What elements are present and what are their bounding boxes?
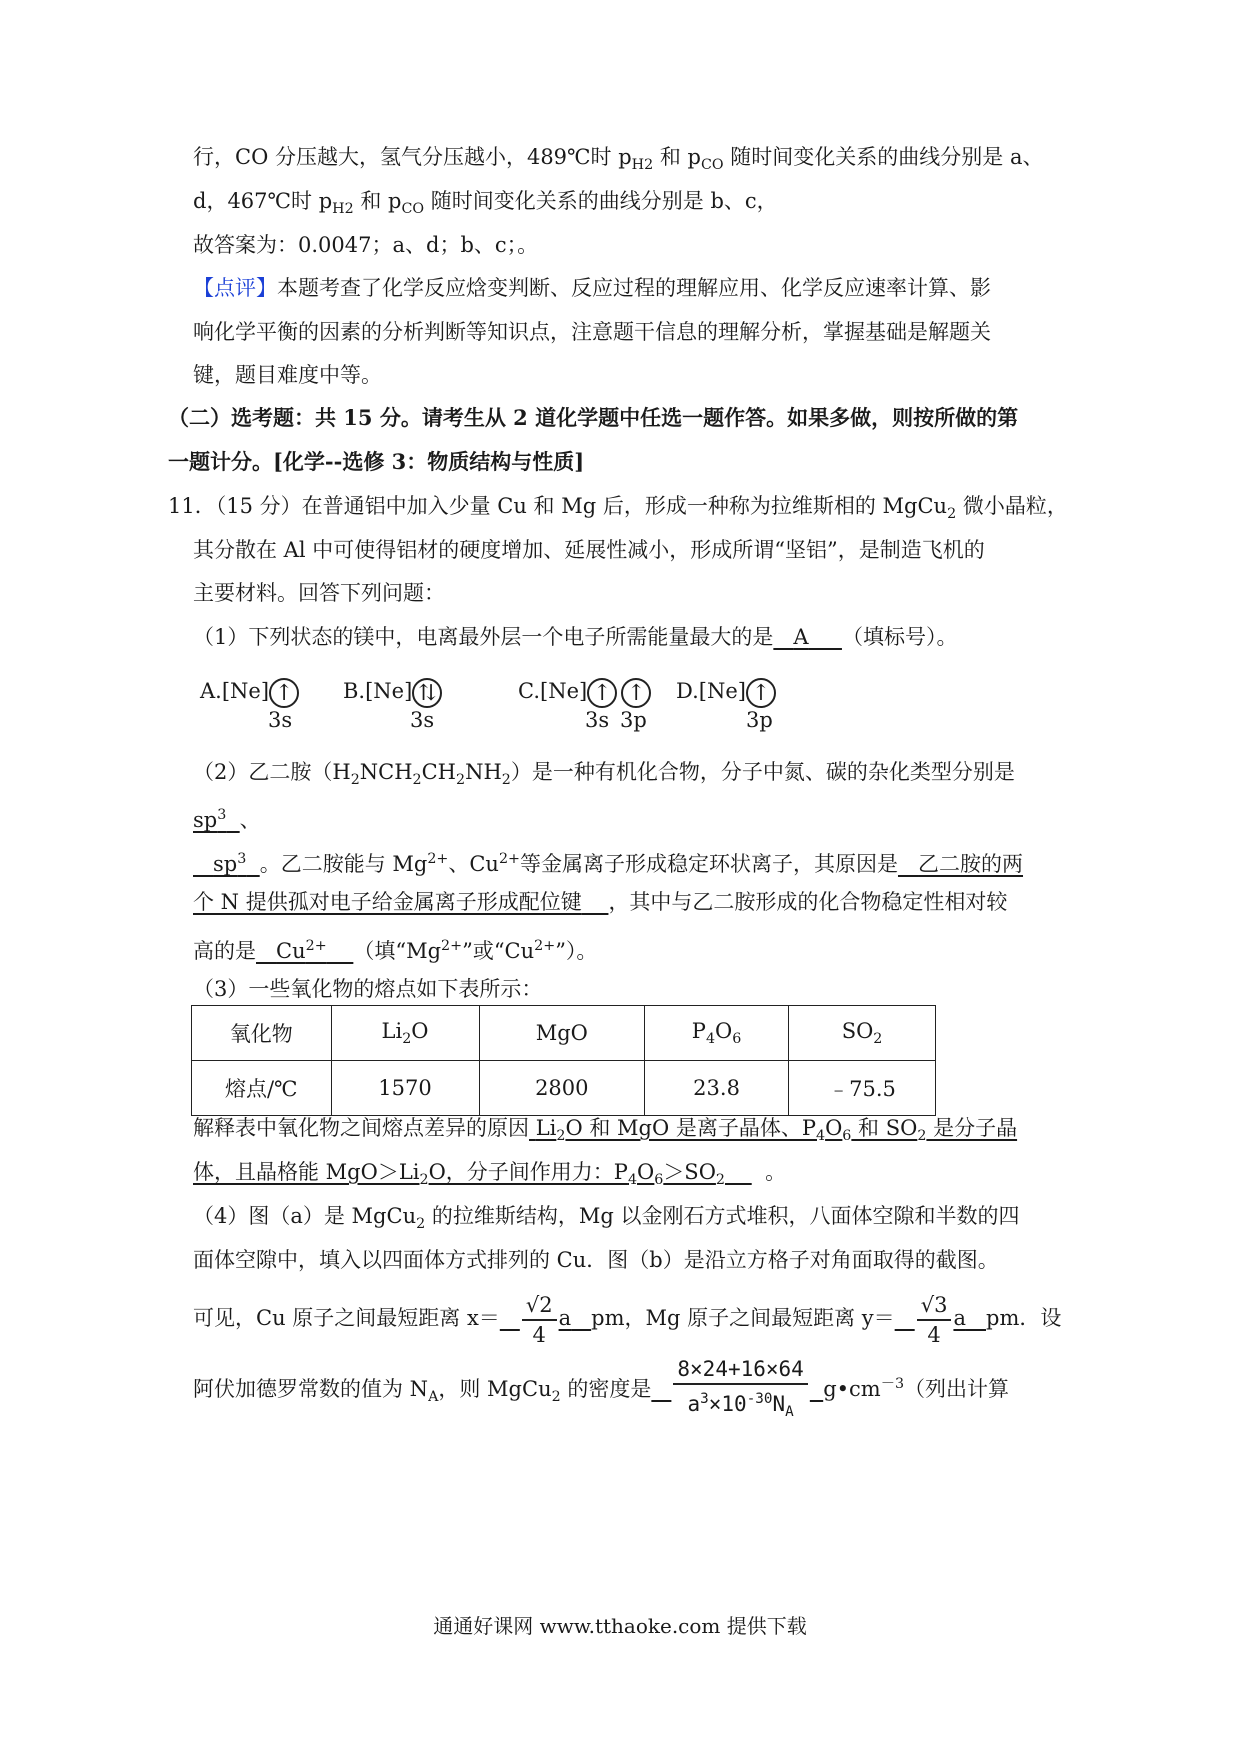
orbital-3p: ↑: [746, 678, 776, 708]
answer-line: $sp^3$ 、: [193, 807, 261, 832]
table-header: $SO_2$: [789, 1006, 936, 1061]
part3-intro: （3）一些氧化物的熔点如下表所示：: [193, 977, 543, 1001]
text-line: d，467℃时 $p_{H2}$ 和 $p_{CO}$ 随时间变化关系的曲线分别是 b、c，: [193, 189, 778, 218]
table-row: [192, 1061, 936, 1116]
fraction: $\frac{√3}{4}$: [917, 1291, 952, 1349]
question-line: 主要材料。回答下列问题：: [193, 581, 445, 605]
part4-distance-line: 可见，Cu 原子之间最短距离 x＝ $\frac{√2}{4}$ a pm，Mg 原子之间最短距离 y＝ $\frac{√3}{4}$ a pm．设: [193, 1292, 1062, 1347]
answer-blank: $sp^3$: [193, 807, 227, 832]
orbital-label: 3p: [746, 708, 773, 732]
question-line: 11．（15 分）在普通铝中加入少量 Cu 和 Mg 后，形成一种称为拉维斯相的 MgCu$_2$ 微小晶粒，: [168, 494, 1068, 523]
table-cell: 23.8: [645, 1061, 789, 1116]
answer-blank: 乙二胺的两: [918, 852, 1024, 876]
part2-line: 个 N 提供孤对电子给金属离子形成配位键 ，其中与乙二胺形成的化合物稳定性相对较: [193, 890, 1008, 914]
part3-answer: 体，且晶格能 $MgO>Li_2O$，分子间作用力：$P_4O_6>SO_2$ 。: [193, 1160, 787, 1189]
section-heading: （二）选考题：共 15 分。请考生从 2 道化学题中任选一题作答。如果多做，则按所做的第: [168, 405, 1019, 430]
orbital-3s: ⇅: [412, 678, 442, 708]
table-header: $P_4O_6$: [645, 1006, 789, 1061]
part2-line: 高的是 $Cu^{2+}$ （填“$Mg^{2+}$”或“$Cu^{2+}$”）。: [193, 938, 598, 963]
orbital-label: 3s: [268, 708, 293, 732]
text-line: 故答案为：0.0047；a、d；b、c；。: [193, 233, 539, 257]
answer-blank: $\frac{√2}{4}$ a: [500, 1306, 591, 1330]
orbital-label: 3s: [410, 708, 435, 732]
option-c: C.[Ne] ↑ ↑: [518, 676, 651, 708]
table-cell: ﹣75.5: [789, 1061, 936, 1116]
table-cell: 1570: [331, 1061, 479, 1116]
orbital-label: 3s: [585, 708, 610, 732]
section-heading: 一题计分。[化学--选修 3：物质结构与性质]: [168, 449, 585, 474]
table-header: MgO: [479, 1006, 644, 1061]
part4-line: 面体空隙中，填入以四面体方式排列的 Cu．图（b）是沿立方格子对角面取得的截图。: [193, 1248, 999, 1272]
part2-question: （2）乙二胺$(H_2NCH_2CH_2NH_2)$是一种有机化合物，分子中氮、碳的杂化类型分别是: [193, 760, 1015, 789]
part1-question: （1）下列状态的镁中，电离最外层一个电子所需能量最大的是 A （填标号）。: [193, 625, 958, 649]
part2-line: $sp^3$ 。乙二胺能与 $Mg^{2+}$、$Cu^{2+}$等金属离子形成稳定环状离子，其原因是 乙二胺的两: [193, 844, 1023, 879]
fraction: $\frac{√2}{4}$: [522, 1291, 557, 1349]
option-b: B.[Ne] ⇅: [343, 676, 442, 708]
answer-blank: A: [793, 625, 809, 649]
orbital-label: 3p: [620, 708, 647, 732]
option-d: D.[Ne] ↑: [676, 676, 776, 708]
option-a: A.[Ne] ↑: [200, 676, 299, 708]
part3-answer: 解释表中氧化物之间熔点差异的原因 $Li_2O$ 和 MgO 是离子晶体、$P_4O_6$ 和 $SO_2$ 是分子晶: [193, 1116, 1018, 1145]
table-header-row: [192, 1006, 936, 1061]
table-header: 氧化物: [192, 1006, 332, 1061]
page-footer: 通通好课网 www.tthaoke.com 提供下载: [433, 1614, 807, 1638]
orbital-3s: ↑: [587, 678, 617, 708]
answer-blank: 个 N 提供孤对电子给金属离子形成配位键: [193, 890, 582, 914]
table-cell: 熔点/℃: [192, 1061, 332, 1116]
fraction: $\frac{8\times 24+16\times 64}{a^3\times 10^{-30}N_A}$: [673, 1355, 807, 1426]
question-line: 其分散在 Al 中可使得铝材的硬度增加、延展性减小，形成所谓“坚铝”，是制造飞机的: [193, 538, 985, 562]
part4-density-line: 阿伏加德罗常数的值为 $N_A$，则 MgCu$_2$ 的密度是 $\frac{8\times 24+16\times 64}{a^3\times 10^{-30}N_A}$ $g•cm^{-3}$（列出计算: [193, 1352, 1009, 1429]
answer-blank: $\frac{√3}{4}$ a: [895, 1306, 986, 1330]
answer-blank: [651, 1356, 823, 1421]
text-line: 行，CO 分压越大，氢气分压越小，489℃时 $p_{H2}$ 和 $p_{CO}$ 随时间变化关系的曲线分别是 a、: [193, 145, 1044, 174]
table-cell: 2800: [479, 1061, 644, 1116]
answer-blank: 体，且晶格能 $MgO>Li_2O$，分子间作用力：$P_4O_6>SO_2$: [193, 1160, 725, 1189]
orbital-3s: ↑: [269, 678, 299, 708]
answer-blank: $Cu^{2+}$: [276, 938, 327, 963]
table-header: $Li_2O$: [331, 1006, 479, 1061]
answer-blank: $sp^3$: [213, 851, 247, 876]
part4-line: （4）图（a）是 MgCu$_2$ 的拉维斯结构，Mg 以金刚石方式堆积，八面体空隙和半数的四: [193, 1204, 1020, 1233]
orbital-3p: ↑: [621, 678, 651, 708]
review-line: 【点评】本题考查了化学反应焓变判断、反应过程的理解应用、化学反应速率计算、影: [193, 276, 991, 300]
review-line: 响化学平衡的因素的分析判断等知识点，注意题干信息的理解分析，掌握基础是解题关: [193, 320, 991, 344]
review-tag: 【点评】: [193, 276, 277, 300]
melting-point-table: [191, 1005, 936, 1116]
review-line: 键，题目难度中等。: [193, 363, 382, 387]
answer-blank: $Li_2O$ 和 MgO 是离子晶体、$P_4O_6$ 和 $SO_2$ 是分子晶: [535, 1116, 1018, 1145]
